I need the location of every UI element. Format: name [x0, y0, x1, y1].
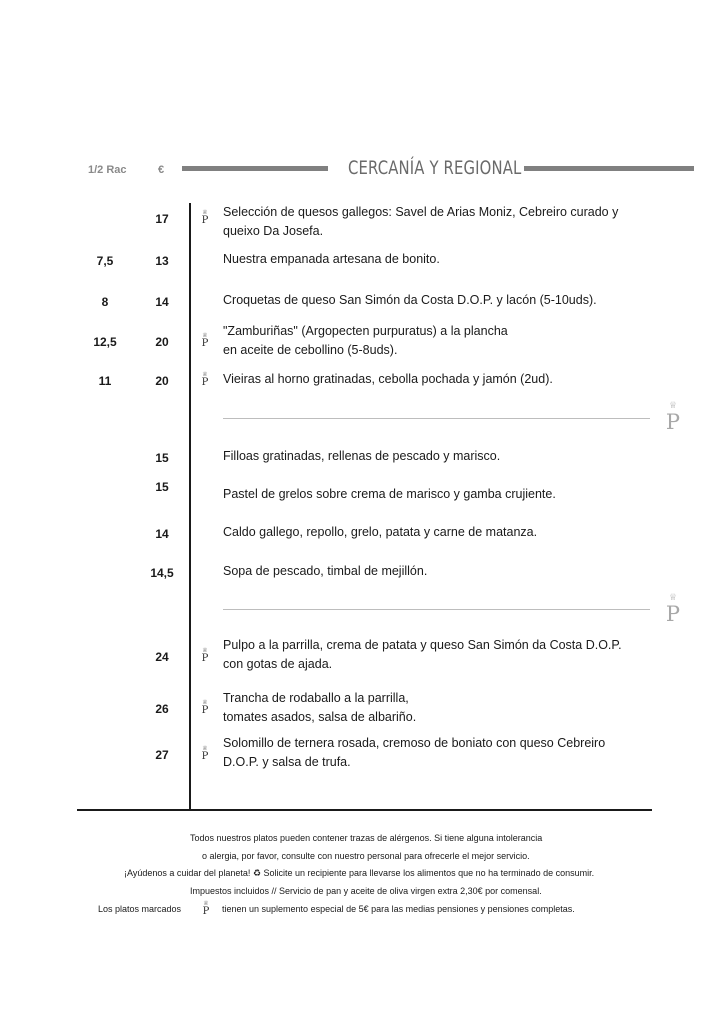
dish-description: Caldo gallego, repollo, grelo, patata y carne de matanza.	[223, 525, 538, 539]
dish-description: en aceite de cebollino (5-8uds).	[223, 343, 398, 357]
dish-description: Pastel de grelos sobre crema de marisco y gamba crujiente.	[223, 487, 556, 501]
full-price: 14	[155, 295, 169, 309]
supplement-note-pre: Los platos marcados	[98, 904, 182, 914]
dish-description: con gotas de ajada.	[223, 657, 333, 671]
taxes-note: Impuestos incluidos // Servicio de pan y aceite de oliva virgen extra 2,30€ por comensal.	[190, 886, 542, 896]
menu-bottom-rule	[77, 809, 652, 811]
dish-description: Croquetas de queso San Simón da Costa D.O.P. y lacón (5-10uds).	[223, 293, 597, 307]
planet-note: ¡Ayúdenos a cuidar del planeta! ♻ Solicite un recipiente para llevarse los alimentos que no ha terminado de consumir.	[124, 868, 595, 878]
crowned-p-icon: ♕ P	[201, 209, 209, 226]
dish-description: Pulpo a la parrilla, crema de patata y queso San Simón da Costa D.O.P.	[223, 638, 622, 652]
dish-description: Filloas gratinadas, rellenas de pescado y marisco.	[223, 449, 501, 463]
crowned-p-icon: ♕ P	[201, 371, 209, 388]
crowned-p-icon: ♕ P	[665, 593, 681, 626]
dish-description: Vieiras al horno gratinadas, cebolla pochada y jamón (2ud).	[223, 372, 553, 386]
half-portion-header: 1/2 Rac	[88, 164, 127, 176]
full-price: 14	[155, 527, 169, 541]
full-price: 14,5	[150, 566, 174, 580]
column-divider	[189, 203, 191, 811]
allergen-note-2: o alergia, por favor, consulte con nuestro personal para ofrecerle el mejor servicio.	[202, 851, 530, 861]
dish-description: Sopa de pescado, timbal de mejillón.	[223, 564, 428, 578]
section-separator	[223, 609, 650, 610]
full-price: 13	[155, 254, 169, 268]
half-price: 12,5	[93, 335, 117, 349]
allergen-note-1: Todos nuestros platos pueden contener trazas de alérgenos. Si tiene alguna intolerancia	[190, 833, 543, 843]
full-price: 20	[155, 335, 169, 349]
section-separator	[223, 418, 650, 419]
dish-description: Trancha de rodaballo a la parrilla,	[223, 691, 409, 705]
half-price: 7,5	[96, 254, 114, 268]
dish-description: queixo Da Josefa.	[223, 224, 324, 238]
crowned-p-icon: ♕ P	[201, 647, 209, 664]
full-price: 27	[155, 748, 169, 762]
half-price: 8	[101, 295, 109, 309]
full-price: 15	[155, 451, 169, 465]
dish-description: D.O.P. y salsa de trufa.	[223, 755, 351, 769]
full-price: 15	[155, 480, 169, 494]
crowned-p-icon: ♕ P	[665, 401, 681, 434]
currency-header: €	[158, 164, 165, 176]
full-price: 24	[155, 650, 169, 664]
dish-description: Nuestra empanada artesana de bonito.	[223, 252, 440, 266]
crowned-p-icon: ♕ P	[202, 900, 210, 917]
crowned-p-icon: ♕ P	[201, 332, 209, 349]
header-rule-right	[524, 166, 694, 171]
dish-description: Solomillo de ternera rosada, cremoso de boniato con queso Cebreiro	[223, 736, 606, 750]
crowned-p-icon: ♕ P	[201, 699, 209, 716]
full-price: 20	[155, 374, 169, 388]
full-price: 26	[155, 702, 169, 716]
full-price: 17	[155, 212, 169, 226]
crowned-p-icon: ♕ P	[201, 745, 209, 762]
dish-description: "Zamburiñas" (Argopecten purpuratus) a la plancha	[223, 324, 508, 338]
header-rule-left	[182, 166, 328, 171]
dish-description: tomates asados, salsa de albariño.	[223, 710, 417, 724]
supplement-note-post: tienen un suplemento especial de 5€ para las medias pensiones y pensiones completas.	[222, 904, 575, 914]
section-title: CERCANÍA Y REGIONAL	[348, 157, 522, 179]
half-price: 11	[98, 374, 112, 388]
dish-description: Selección de quesos gallegos: Savel de Arias Moniz, Cebreiro curado y	[223, 205, 619, 219]
